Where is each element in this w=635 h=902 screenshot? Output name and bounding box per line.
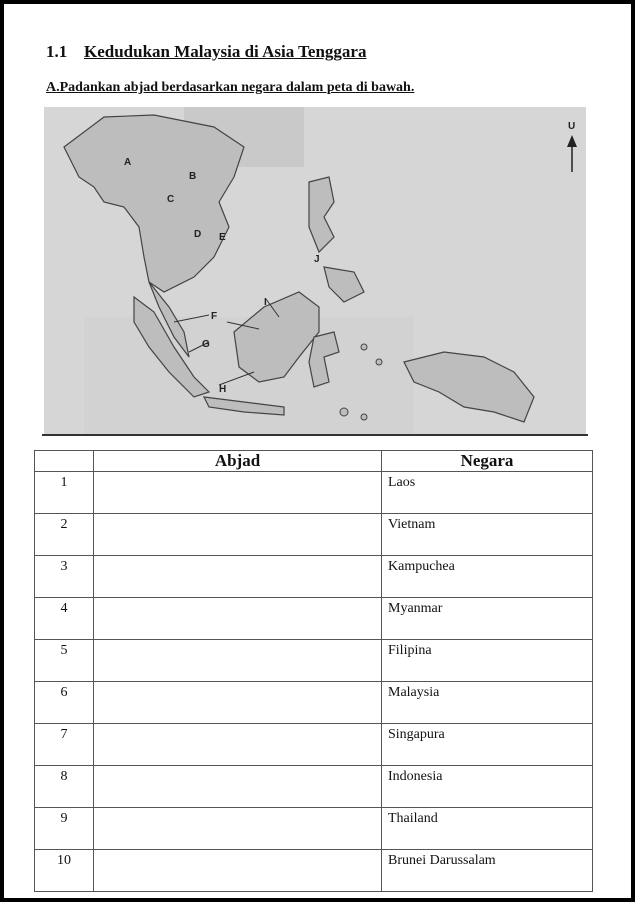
map-letter-j: J — [314, 254, 320, 265]
row-number: 9 — [35, 808, 94, 850]
country-name: Myanmar — [382, 598, 593, 640]
abjad-answer-cell[interactable] — [94, 640, 382, 682]
map-drawing — [44, 107, 586, 434]
table-row — [35, 682, 593, 724]
section-heading — [46, 42, 366, 62]
row-number: 2 — [35, 514, 94, 556]
map-letter-c: C — [167, 194, 175, 205]
map-letter-d: D — [194, 229, 202, 240]
table-row — [35, 850, 593, 892]
table-header-row — [35, 451, 593, 472]
map-letter-g: G — [202, 339, 210, 350]
table-row — [35, 514, 593, 556]
country-name: Thailand — [382, 808, 593, 850]
southeast-asia-map — [44, 107, 586, 434]
abjad-answer-cell[interactable] — [94, 682, 382, 724]
section-number: 1.1 — [46, 42, 68, 61]
map-letter-h: H — [219, 384, 227, 395]
map-letter-b: B — [189, 171, 197, 182]
map-letter-i: I — [264, 297, 267, 308]
map-letter-a: A — [124, 157, 132, 168]
table-row — [35, 640, 593, 682]
table-row — [35, 556, 593, 598]
row-number: 8 — [35, 766, 94, 808]
instruction-text: A.Padankan abjad berdasarkan negara dalam peta di bawah. — [46, 80, 415, 95]
abjad-answer-cell[interactable] — [94, 514, 382, 556]
row-number: 7 — [35, 724, 94, 766]
country-name: Indonesia — [382, 766, 593, 808]
abjad-answer-cell[interactable] — [94, 556, 382, 598]
abjad-answer-cell[interactable] — [94, 850, 382, 892]
abjad-answer-cell[interactable] — [94, 472, 382, 514]
country-name: Kampuchea — [382, 556, 593, 598]
table-row — [35, 724, 593, 766]
country-name: Filipina — [382, 640, 593, 682]
row-number: 1 — [35, 472, 94, 514]
north-label: U — [568, 121, 576, 132]
row-number: 6 — [35, 682, 94, 724]
table-row — [35, 808, 593, 850]
header-abjad: Abjad — [94, 451, 382, 472]
row-number: 10 — [35, 850, 94, 892]
row-number: 5 — [35, 640, 94, 682]
abjad-answer-cell[interactable] — [94, 808, 382, 850]
answer-table — [34, 450, 593, 892]
section-title: Kedudukan Malaysia di Asia Tenggara — [84, 42, 367, 61]
header-number — [35, 451, 94, 472]
table-row — [35, 598, 593, 640]
header-negara: Negara — [382, 451, 593, 472]
country-name: Brunei Darussalam — [382, 850, 593, 892]
table-row — [35, 472, 593, 514]
row-number: 3 — [35, 556, 94, 598]
country-name: Vietnam — [382, 514, 593, 556]
abjad-answer-cell[interactable] — [94, 598, 382, 640]
map-divider — [42, 434, 588, 436]
abjad-answer-cell[interactable] — [94, 724, 382, 766]
table-row — [35, 766, 593, 808]
row-number: 4 — [35, 598, 94, 640]
country-name: Singapura — [382, 724, 593, 766]
map-letter-e: E — [219, 232, 226, 243]
abjad-answer-cell[interactable] — [94, 766, 382, 808]
country-name: Laos — [382, 472, 593, 514]
map-letter-f: F — [211, 311, 218, 322]
country-name: Malaysia — [382, 682, 593, 724]
